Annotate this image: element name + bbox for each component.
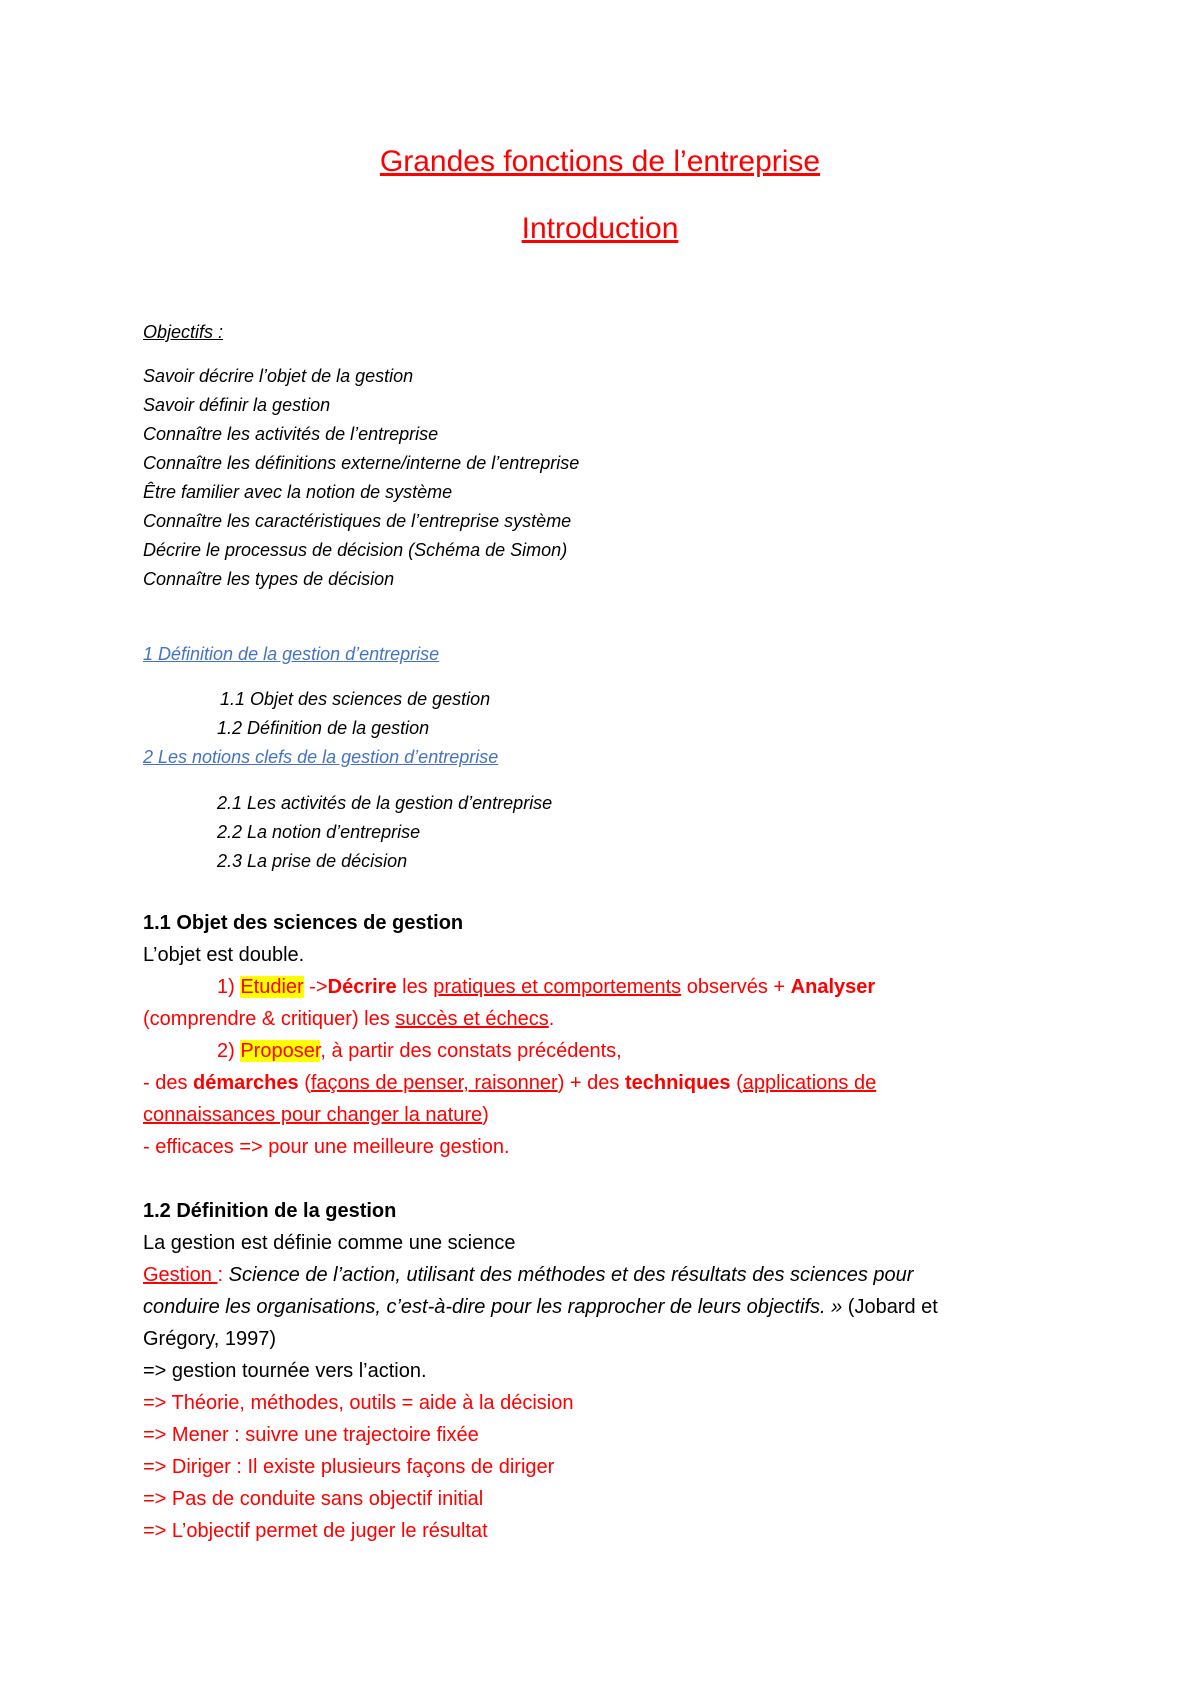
objective-item: Être familier avec la notion de système (143, 482, 453, 502)
toc-item-2-3: 2.3 La prise de décision (217, 851, 408, 871)
toc-item-2-1: 2.1 Les activités de la gestion d’entreprise (217, 793, 553, 813)
demarches-line: - des démarches (façons de penser, raisonner) + des techniques (applications de (143, 1072, 877, 1094)
point-line: => Diriger : Il existe plusieurs façons de diriger (143, 1456, 555, 1478)
point-1-line: 1) Etudier ->Décrire les pratiques et comportements observés + Analyser (217, 976, 876, 998)
point-1-line-2: (comprendre & critiquer) les succès et échecs. (143, 1008, 555, 1030)
underlined-succes: succès et échecs (395, 1008, 549, 1030)
efficaces-line: - efficaces => pour une meilleure gestion. (143, 1136, 510, 1158)
keyword-etudier: Etudier (240, 976, 304, 998)
section-1-2-intro: La gestion est définie comme une science (143, 1232, 516, 1254)
keyword-techniques: techniques (624, 1072, 731, 1094)
keyword-decrire: Décrire (327, 976, 397, 998)
action-line: => gestion tournée vers l’action. (143, 1360, 427, 1382)
toc-item-1-2: 1.2 Définition de la gestion (217, 718, 430, 738)
section-1-2-heading: 1.2 Définition de la gestion (143, 1200, 397, 1222)
definition-line-2: conduire les organisations, c’est-à-dire pour les rapprocher de leurs objectifs. » (Jobard et (143, 1296, 938, 1318)
connaissances-line: connaissances pour changer la nature) (143, 1104, 489, 1126)
section-1-1-heading: 1.1 Objet des sciences de gestion (143, 912, 464, 934)
objective-item: Connaître les définitions externe/interne de l’entreprise (143, 453, 580, 473)
definition-line-3: Grégory, 1997) (143, 1328, 277, 1350)
toc-item-1-1: 1.1 Objet des sciences de gestion (220, 689, 491, 709)
objective-item: Savoir définir la gestion (143, 395, 331, 415)
point-line: => Mener : suivre une trajectoire fixée (143, 1424, 479, 1446)
objective-item: Connaître les types de décision (143, 569, 395, 589)
document-subtitle: Introduction (521, 212, 679, 245)
toc-link-section-1[interactable]: 1 Définition de la gestion d’entreprise (143, 644, 440, 664)
point-line: => L’objectif permet de juger le résultat (143, 1520, 488, 1542)
keyword-analyser: Analyser (790, 976, 876, 998)
toc-item-2-2: 2.2 La notion d’entreprise (217, 822, 421, 842)
toc-link-section-2[interactable]: 2 Les notions clefs de la gestion d’entreprise (143, 747, 499, 767)
objectives-heading: Objectifs : (143, 322, 224, 342)
point-line: => Théorie, méthodes, outils = aide à la décision (143, 1392, 574, 1414)
underlined-pratiques: pratiques et comportements (433, 976, 682, 998)
document-title: Grandes fonctions de l’entreprise (379, 145, 821, 178)
keyword-proposer: Proposer (240, 1040, 321, 1062)
definition-line-1: Gestion : Science de l’action, utilisant des méthodes et des résultats des sciences pour (143, 1264, 914, 1286)
point-2-line: 2) Proposer, à partir des constats précédents, (217, 1040, 622, 1062)
objective-item: Décrire le processus de décision (Schéma de Simon) (143, 540, 568, 560)
point-line: => Pas de conduite sans objectif initial (143, 1488, 484, 1510)
objective-item: Connaître les activités de l’entreprise (143, 424, 439, 444)
section-1-1-intro: L’objet est double. (143, 944, 305, 966)
objective-item: Connaître les caractéristiques de l’entreprise système (143, 511, 572, 531)
definition-term: Gestion (143, 1264, 218, 1286)
keyword-demarches: démarches (193, 1072, 299, 1094)
objective-item: Savoir décrire l’objet de la gestion (143, 366, 414, 386)
